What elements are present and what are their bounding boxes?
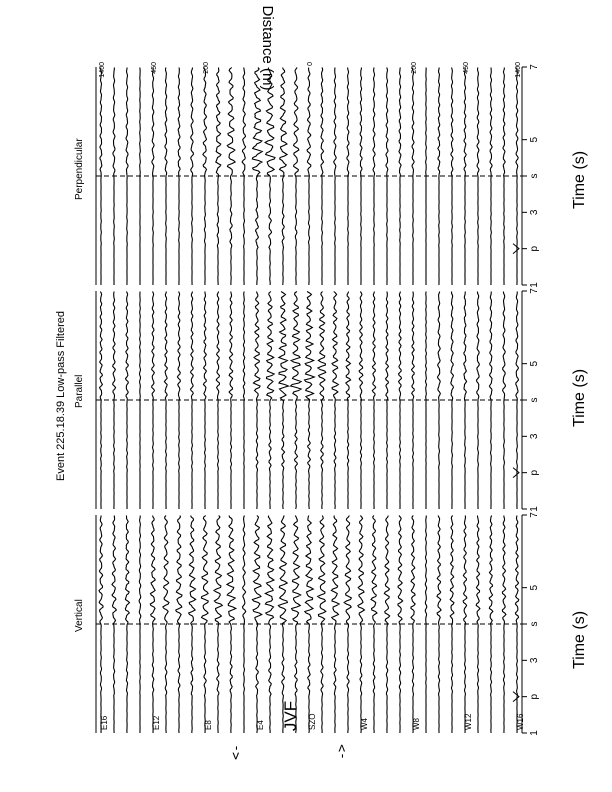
time-tick-label: p <box>529 469 540 476</box>
time-tick-label: p <box>529 245 540 252</box>
station-label: SZO <box>308 713 317 730</box>
seismic-trace <box>140 68 141 286</box>
time-tick-label: 1 <box>529 282 540 288</box>
station-label: W12 <box>464 713 473 730</box>
fault-label: JVF <box>281 700 300 732</box>
distance-tick-label: 1400 <box>515 62 522 78</box>
fault-arrow-left: <- <box>229 744 244 760</box>
distance-tick-label: 0 <box>307 62 314 66</box>
phase-p-marker <box>513 692 519 702</box>
time-tick-label: s <box>529 173 540 179</box>
time-tick-label: 7 <box>529 288 540 294</box>
seismic-trace <box>399 68 401 286</box>
station-label: E8 <box>204 720 213 730</box>
seismic-trace <box>426 68 427 286</box>
time-tick-label: 3 <box>529 657 540 664</box>
phase-p-marker <box>513 468 519 478</box>
distance-axis-label: Distance (m) <box>259 5 276 91</box>
time-axis-label-vertical: Time (s) <box>571 610 588 670</box>
seismic-trace <box>165 68 167 286</box>
distance-tick-label: 1400 <box>99 62 106 78</box>
time-tick-label: 5 <box>529 136 540 143</box>
time-tick-label: 3 <box>529 433 540 440</box>
distance-tick-label: 450 <box>463 62 470 74</box>
time-tick-label: s <box>529 397 540 403</box>
seismic-trace <box>438 68 440 286</box>
distance-tick-label: 450 <box>151 62 158 74</box>
time-tick-label: s <box>529 621 540 627</box>
station-label: E16 <box>100 715 109 730</box>
panel-label-vertical: Vertical <box>74 599 85 632</box>
chart-title: Event 225.18.39 Low-pass Filtered <box>55 311 67 481</box>
seismic-trace <box>437 292 440 510</box>
seismic-trace <box>412 68 414 286</box>
station-label: W16 <box>516 713 525 730</box>
time-tick-label: p <box>529 693 540 700</box>
time-tick-label: 3 <box>529 209 540 216</box>
seismic-trace <box>334 68 337 286</box>
panel-label-perpendicular: Perpendicular <box>74 138 85 200</box>
time-axis-label-perpendicular: Time (s) <box>571 150 588 210</box>
distance-tick-label: 200 <box>411 62 418 74</box>
seismic-trace <box>425 516 427 734</box>
time-tick-label: 7 <box>529 64 540 70</box>
seismic-trace <box>126 68 128 286</box>
time-axis-label-parallel: Time (s) <box>571 368 588 428</box>
time-tick-label: 7 <box>529 512 540 518</box>
station-label: E12 <box>152 715 161 730</box>
seismic-trace <box>214 516 222 734</box>
phase-p-marker <box>513 244 519 254</box>
panel-frames <box>96 67 527 733</box>
time-tick-label: 1 <box>529 730 540 736</box>
time-tick-label: 1 <box>529 506 540 512</box>
fault-arrow-right: -> <box>335 744 350 760</box>
seismic-trace <box>477 68 479 286</box>
seismic-trace <box>373 68 375 286</box>
station-label: E4 <box>256 720 265 730</box>
time-tick-label: 5 <box>529 360 540 367</box>
seismic-trace <box>139 292 140 510</box>
station-label: W8 <box>412 718 421 730</box>
time-tick-label: 5 <box>529 584 540 591</box>
station-label: W4 <box>360 718 369 730</box>
seismic-trace <box>425 292 426 510</box>
distance-tick-label: 200 <box>203 62 210 74</box>
seismic-trace <box>126 292 129 510</box>
panel-label-parallel: Parallel <box>74 374 85 408</box>
